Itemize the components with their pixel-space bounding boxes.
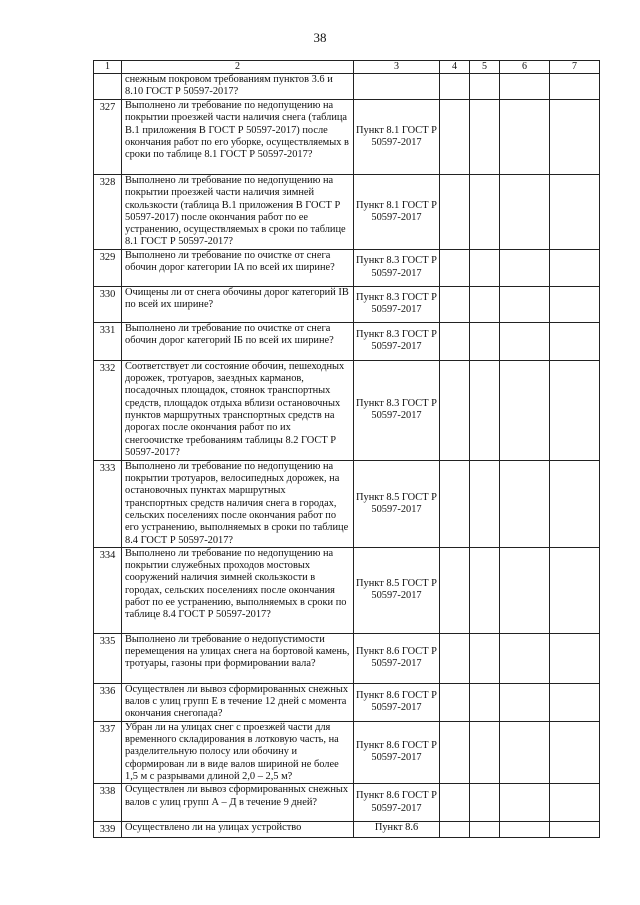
header-col-2: 2 xyxy=(122,61,354,74)
row-number: 331 xyxy=(94,322,122,360)
header-row xyxy=(94,61,600,74)
row-question: Выполнено ли требование по недопущению на покрытии тротуаров, велосипедных дорожек, на остановочных пунктах маршрутных транспортных средств наличия снега в городах, сельских поселениях после окончания работ по его устранению, выполняемых в сроки по таблице 8.4 ГОСТ Р 50597-2017? xyxy=(122,460,354,547)
row-question: Выполнено ли требование о недопустимости перемещения на улицах снега на бортовой камень, тротуары, газоны при формировании вала? xyxy=(122,633,354,683)
table-row xyxy=(94,249,600,286)
row-cell-7 xyxy=(550,249,600,286)
row-cell-5 xyxy=(470,74,500,100)
row-cell-4 xyxy=(440,175,470,250)
row-cell-6 xyxy=(500,322,550,360)
table-row xyxy=(94,100,600,175)
row-number: 332 xyxy=(94,360,122,460)
row-number: 330 xyxy=(94,286,122,322)
row-cell-4 xyxy=(440,100,470,175)
row-cell-6 xyxy=(500,249,550,286)
row-cell-7 xyxy=(550,100,600,175)
row-cell-6 xyxy=(500,286,550,322)
row-reference: Пункт 8.6 ГОСТ Р 50597-2017 xyxy=(354,683,440,721)
row-cell-5 xyxy=(470,721,500,783)
row-cell-4 xyxy=(440,286,470,322)
row-reference: Пункт 8.5 ГОСТ Р 50597-2017 xyxy=(354,547,440,633)
table-row xyxy=(94,322,600,360)
header-col-3: 3 xyxy=(354,61,440,74)
header-col-1: 1 xyxy=(94,61,122,74)
row-cell-6 xyxy=(500,360,550,460)
table-row xyxy=(94,822,600,837)
row-reference: Пункт 8.3 ГОСТ Р 50597-2017 xyxy=(354,249,440,286)
row-reference: Пункт 8.6 ГОСТ Р 50597-2017 xyxy=(354,721,440,783)
table-row xyxy=(94,547,600,633)
row-question: Очищены ли от снега обочины дорог категорий IB по всей их ширине? xyxy=(122,286,354,322)
row-reference xyxy=(354,74,440,100)
row-reference: Пункт 8.6 xyxy=(354,822,440,837)
row-cell-5 xyxy=(470,547,500,633)
row-cell-6 xyxy=(500,784,550,822)
row-cell-4 xyxy=(440,249,470,286)
row-reference: Пункт 8.6 ГОСТ Р 50597-2017 xyxy=(354,784,440,822)
row-cell-7 xyxy=(550,322,600,360)
row-question: Выполнено ли требование по очистке от снега обочин дорог категории IA по всей их ширине? xyxy=(122,249,354,286)
row-number: 327 xyxy=(94,100,122,175)
table-row xyxy=(94,175,600,250)
row-cell-6 xyxy=(500,547,550,633)
row-cell-7 xyxy=(550,360,600,460)
row-number: 338 xyxy=(94,784,122,822)
row-cell-5 xyxy=(470,683,500,721)
row-cell-4 xyxy=(440,683,470,721)
row-cell-4 xyxy=(440,784,470,822)
row-cell-7 xyxy=(550,822,600,837)
row-cell-5 xyxy=(470,322,500,360)
row-cell-7 xyxy=(550,633,600,683)
row-number: 329 xyxy=(94,249,122,286)
checklist-table xyxy=(93,60,600,838)
row-cell-4 xyxy=(440,460,470,547)
row-number: 335 xyxy=(94,633,122,683)
row-question: Выполнено ли требование по недопущению на покрытии проезжей части наличия зимней скользкости (таблица В.1 приложения В ГОСТ Р 50597-2017) после окончания работ по ее устранению, осуществляемых в сроки по таблице 8.1 ГОСТ Р 50597-2017? xyxy=(122,175,354,250)
row-reference: Пункт 8.3 ГОСТ Р 50597-2017 xyxy=(354,286,440,322)
row-cell-4 xyxy=(440,74,470,100)
row-cell-4 xyxy=(440,360,470,460)
row-cell-4 xyxy=(440,822,470,837)
row-cell-7 xyxy=(550,721,600,783)
table-row xyxy=(94,460,600,547)
row-reference: Пункт 8.6 ГОСТ Р 50597-2017 xyxy=(354,633,440,683)
row-number: 328 xyxy=(94,175,122,250)
row-cell-7 xyxy=(550,175,600,250)
row-cell-4 xyxy=(440,633,470,683)
table-row xyxy=(94,784,600,822)
table-row xyxy=(94,286,600,322)
row-cell-6 xyxy=(500,175,550,250)
row-reference: Пункт 8.5 ГОСТ Р 50597-2017 xyxy=(354,460,440,547)
row-cell-7 xyxy=(550,683,600,721)
header-col-6: 6 xyxy=(500,61,550,74)
row-number: 336 xyxy=(94,683,122,721)
table-row xyxy=(94,721,600,783)
page-number: 38 xyxy=(313,30,327,45)
row-cell-6 xyxy=(500,633,550,683)
row-number: 339 xyxy=(94,822,122,837)
row-cell-6 xyxy=(500,460,550,547)
table-row xyxy=(94,74,600,100)
row-question: Убран ли на улицах снег с проезжей части для временного складирования в лотковую часть, на разделительную полосу или обочину и сформирован ли в виде валов шириной не более 1,5 м с разрывами длиной 2,0 – 2,5 м? xyxy=(122,721,354,783)
row-reference: Пункт 8.3 ГОСТ Р 50597-2017 xyxy=(354,322,440,360)
row-reference: Пункт 8.1 ГОСТ Р 50597-2017 xyxy=(354,100,440,175)
row-cell-4 xyxy=(440,721,470,783)
row-number: 333 xyxy=(94,460,122,547)
row-question: Осуществлен ли вывоз сформированных снежных валов с улиц групп А – Д в течение 9 дней? xyxy=(122,784,354,822)
row-number: 334 xyxy=(94,547,122,633)
row-cell-5 xyxy=(470,100,500,175)
row-cell-5 xyxy=(470,249,500,286)
table-row xyxy=(94,360,600,460)
row-question: Выполнено ли требование по недопущению на покрытии служебных проходов мостовых сооружений наличия зимней скользкости в городах, сельских поселениях после окончания работ по ее устранению, выполняемых в сроки по таблице 8.4 ГОСТ Р 50597-2017? xyxy=(122,547,354,633)
row-cell-5 xyxy=(470,822,500,837)
row-question: снежным покровом требованиям пунктов 3.6 и 8.10 ГОСТ Р 50597-2017? xyxy=(122,74,354,100)
row-cell-4 xyxy=(440,322,470,360)
row-question: Выполнено ли требование по очистке от снега обочин дорог категорий IБ по всей их ширине? xyxy=(122,322,354,360)
row-question: Осуществлен ли вывоз сформированных снежных валов с улиц групп Е в течение 12 дней с момента окончания снегопада? xyxy=(122,683,354,721)
row-cell-7 xyxy=(550,460,600,547)
row-question: Выполнено ли требование по недопущению на покрытии проезжей части наличия снега (таблица В.1 приложения В ГОСТ Р 50597-2017) после окончания работ по его уборке, осуществляемых в сроки по таблице 8.1 ГОСТ Р 50597-2017? xyxy=(122,100,354,175)
row-cell-7 xyxy=(550,74,600,100)
row-cell-7 xyxy=(550,784,600,822)
row-cell-5 xyxy=(470,286,500,322)
row-number: 337 xyxy=(94,721,122,783)
row-reference: Пункт 8.1 ГОСТ Р 50597-2017 xyxy=(354,175,440,250)
row-cell-7 xyxy=(550,547,600,633)
row-cell-4 xyxy=(440,547,470,633)
row-cell-5 xyxy=(470,633,500,683)
header-col-5: 5 xyxy=(470,61,500,74)
row-question: Соответствует ли состояние обочин, пешеходных дорожек, тротуаров, заездных карманов, посадочных площадок, стоянок транспортных средств, площадок отдыха вблизи остановочных пунктов маршрутных транспортных средств на дорогах после окончания работ по их снегоочистке требованиям таблицы 8.2 ГОСТ Р 50597-2017? xyxy=(122,360,354,460)
table-row xyxy=(94,683,600,721)
row-cell-6 xyxy=(500,683,550,721)
row-reference: Пункт 8.3 ГОСТ Р 50597-2017 xyxy=(354,360,440,460)
row-cell-6 xyxy=(500,74,550,100)
row-cell-6 xyxy=(500,721,550,783)
row-cell-5 xyxy=(470,784,500,822)
row-number xyxy=(94,74,122,100)
row-cell-5 xyxy=(470,175,500,250)
row-cell-6 xyxy=(500,100,550,175)
table-row xyxy=(94,633,600,683)
row-question: Осуществлено ли на улицах устройство xyxy=(122,822,354,837)
header-col-7: 7 xyxy=(550,61,600,74)
header-col-4: 4 xyxy=(440,61,470,74)
row-cell-5 xyxy=(470,360,500,460)
row-cell-6 xyxy=(500,822,550,837)
row-cell-5 xyxy=(470,460,500,547)
row-cell-7 xyxy=(550,286,600,322)
